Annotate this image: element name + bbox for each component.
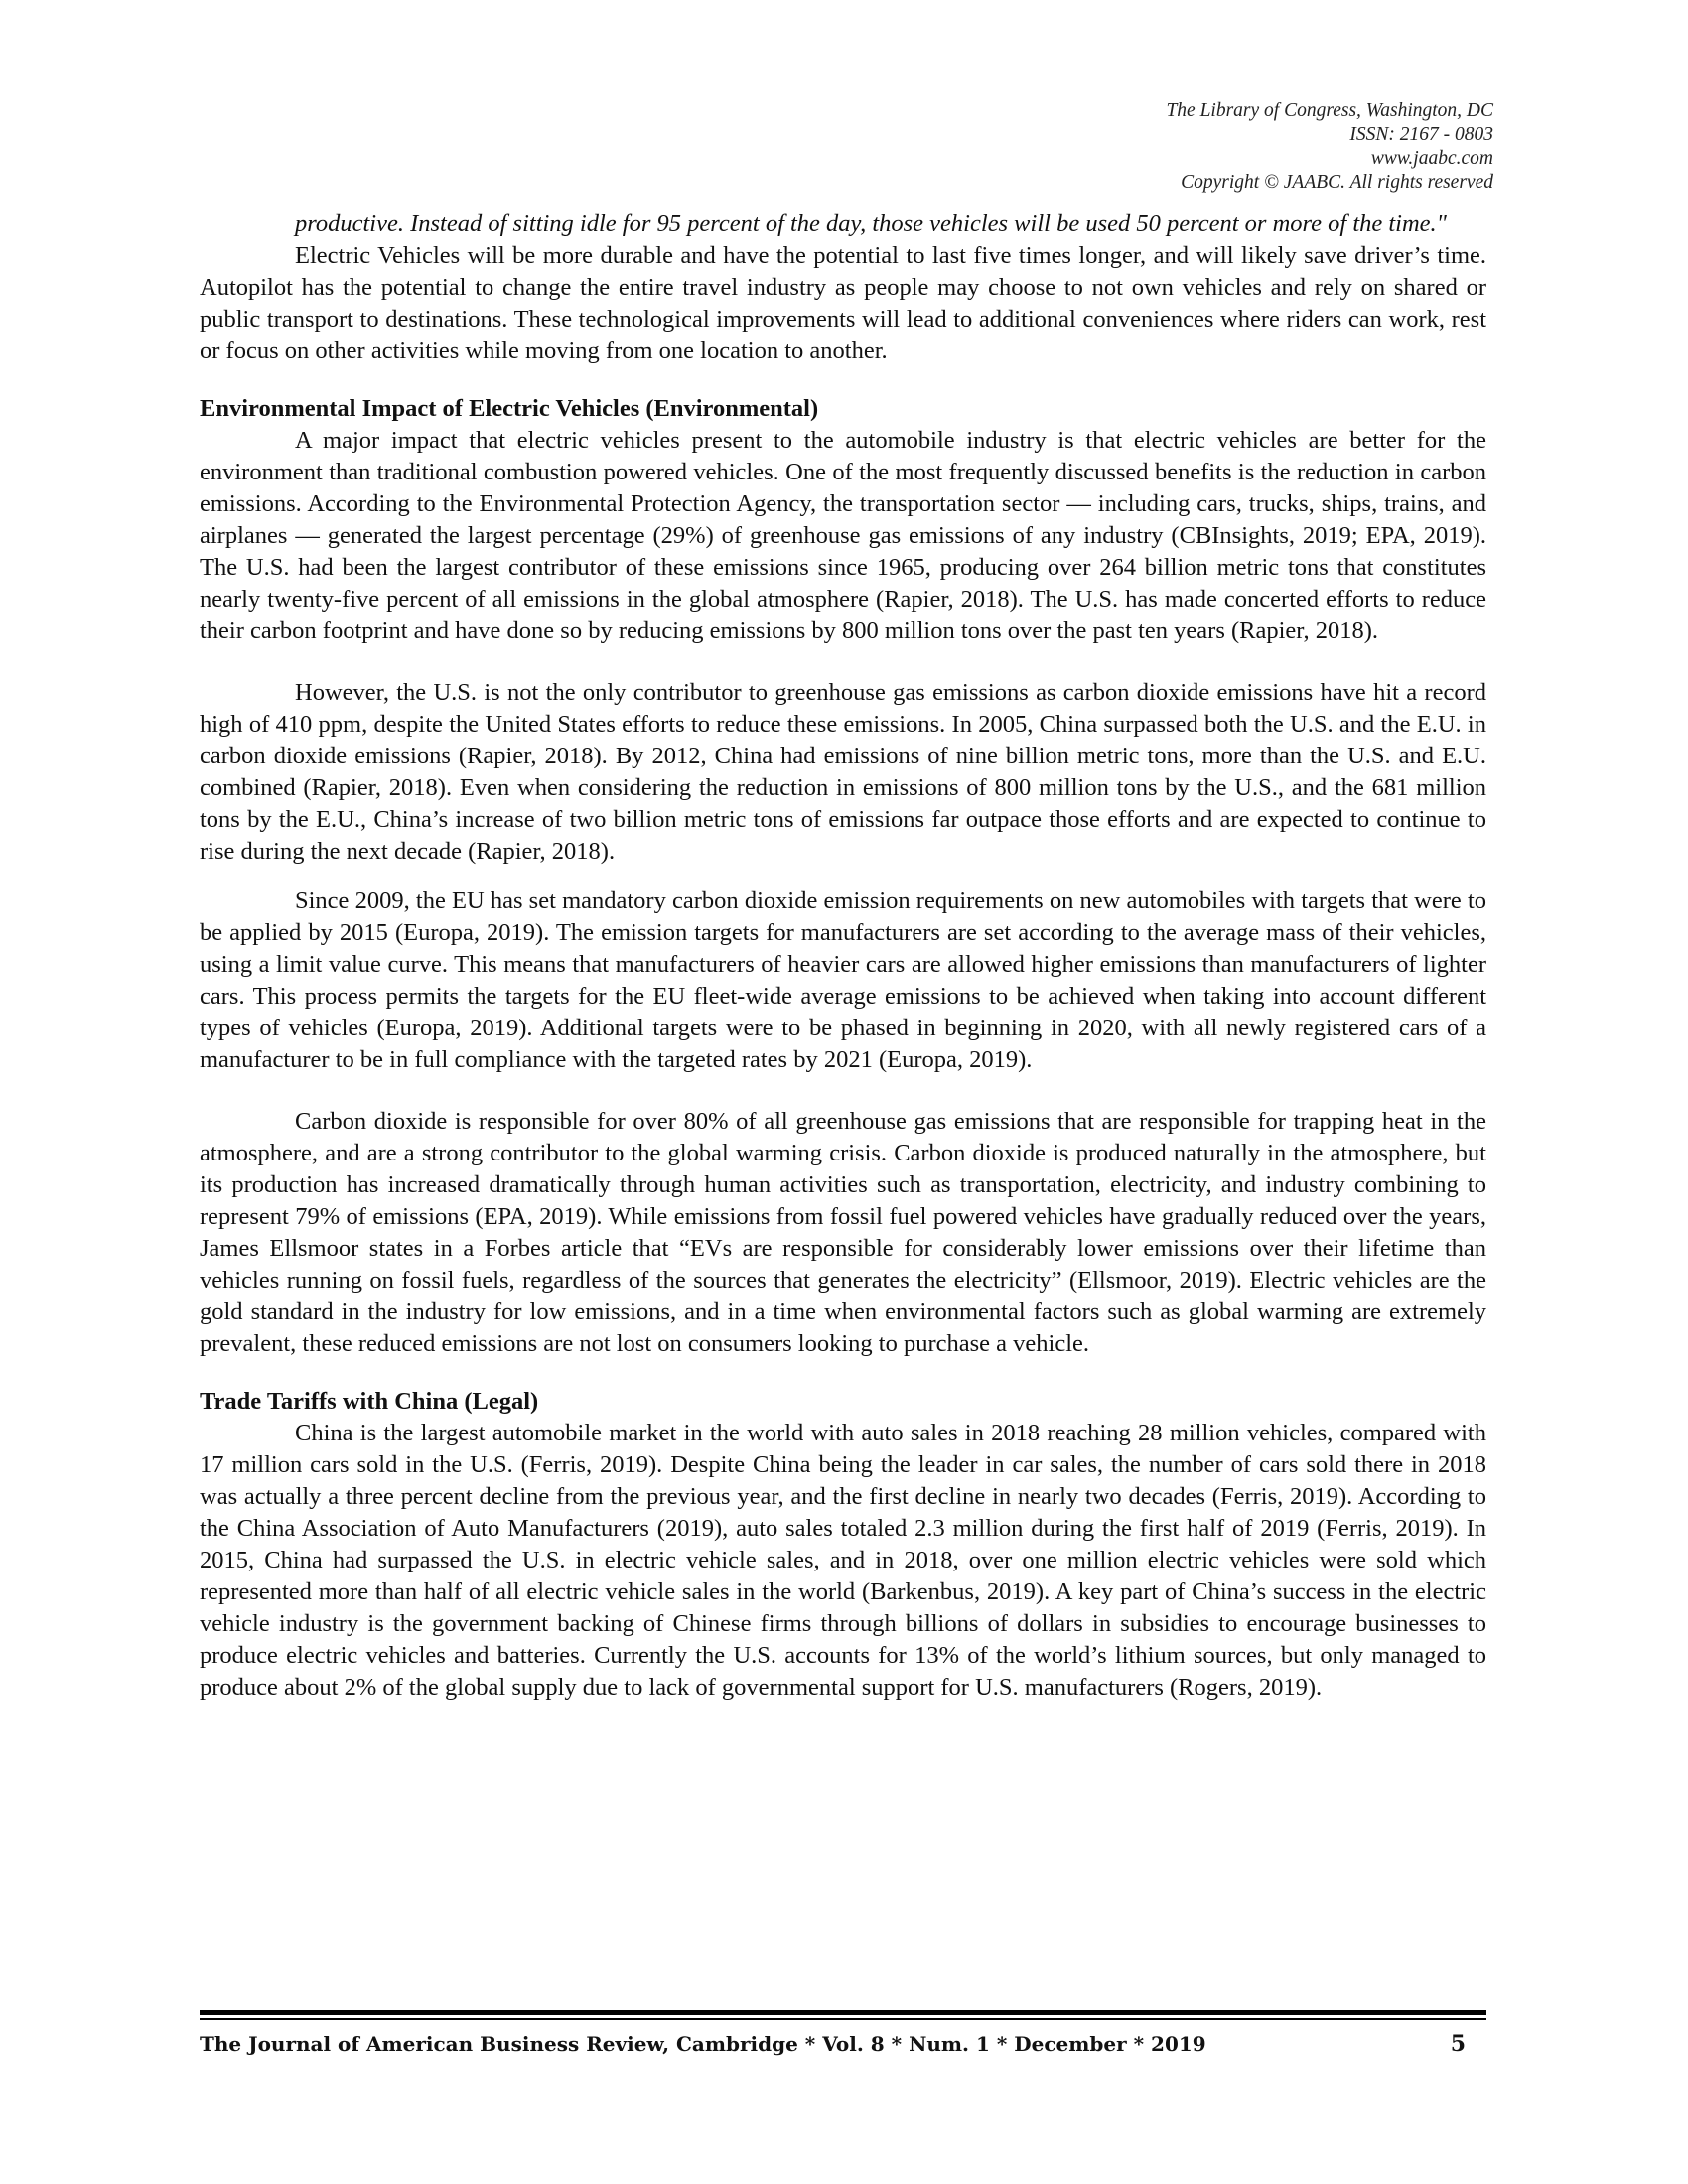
paragraph-eu-targets: Since 2009, the EU has set mandatory carbon dioxide emission requirements on new automobiles with targets that were to be applied by 2015 (Europa, 2019). The emission targets for manufacturers are set according to the average mass of their vehicles, using a limit value curve. This means that manufacturers of heavier cars are allowed higher emissions than manufacturers of lighter cars. This process permits the targets for the EU fleet-wide average emissions to be achieved when taking into account different types of vehicles (Europa, 2019). Additional targets were to be phased in beginning in 2020, with all newly registered cars of a manufacturer to be in full compliance with the targeted rates by 2021 (Europa, 2019). [200,887,1486,1073]
paragraph-carbon-dioxide: Carbon dioxide is responsible for over 80% of all greenhouse gas emissions that are responsible for trapping heat in the atmosphere, and are a strong contributor to the global warming crisis. Carbon dioxide is produced naturally in the atmosphere, but its production has increased dramatically through human activities such as transportation, electricity, and industry combining to represent 79% of emissions (EPA, 2019). While emissions from fossil fuel powered vehicles have gradually reduced over the years, James Ellsmoor states in a Forbes article that “EVs are responsible for considerably lower emissions over their lifetime than vehicles running on fossil fuels, regardless of the sources that generates the electricity” (Ellsmoor, 2019). Electric vehicles are the gold standard in the industry for low emissions, and in a time when environmental factors such as global warming are extremely prevalent, these reduced emissions are not lost on consumers looking to purchase a vehicle. [200,1108,1486,1357]
header-website: www.jaabc.com [1370,148,1493,169]
paragraph-china-market: China is the largest automobile market in the world with auto sales in 2018 reaching 28 million vehicles, compared with 17 million cars sold in the U.S. (Ferris, 2019). Despite China being the leader in car sales, the number of cars sold there in 2018 was actually a three percent decline from the previous year, and the first decline in nearly two decades (Ferris, 2019). According to the China Association of Auto Manufacturers (2019), auto sales totaled 2.3 million during the first half of 2019 (Ferris, 2019). In 2015, China had surpassed the U.S. in electric vehicle sales, and in 2018, over one million electric vehicles were sold which represented more than half of all electric vehicle sales in the world (Barkenbus, 2019). A key part of China’s success in the electric vehicle industry is the government backing of Chinese firms through billions of dollars in subsidies to encourage businesses to produce electric vehicles and batteries. Currently the U.S. accounts for 13% of the world’s lithium sources, but only managed to produce about 2% of the global supply due to lack of governmental support for U.S. manufacturers (Rogers, 2019). [200,1420,1486,1701]
quote-continuation: productive. Instead of sitting idle for 95 percent of the day, those vehicles will be used 50 percent or more of the time." [295,210,1447,237]
footer-journal-citation: The Journal of American Business Review, Cambridge * Vol. 8 * Num. 1 * December * 2019 [200,2032,1206,2056]
article-body [200,208,1486,1704]
page-number: 5 [1450,2031,1466,2057]
paragraph-durability: Electric Vehicles will be more durable and have the potential to last five times longer, and will likely save driver’s time. Autopilot has the potential to change the entire travel industry as people may choose to not own vehicles and rely on shared or public transport to destinations. These technological improvements will lead to additional conveniences where riders can work, rest or focus on other activities while moving from one location to another. [200,242,1486,364]
section-heading-trade-tariffs: Trade Tariffs with China (Legal) [200,1388,539,1415]
footer-rule [200,2010,1486,2015]
header-library: The Library of Congress, Washington, DC [1166,100,1493,121]
paragraph-china-emissions: However, the U.S. is not the only contributor to greenhouse gas emissions as carbon dioxide emissions have hit a record high of 410 ppm, despite the United States efforts to reduce these emissions. In 2005, China surpassed both the U.S. and the E.U. in carbon dioxide emissions (Rapier, 2018). By 2012, China had emissions of nine billion metric tons, more than the U.S. and E.U. combined (Rapier, 2018). Even when considering the reduction in emissions of 800 million tons by the U.S., and the 681 million tons by the E.U., China’s increase of two billion metric tons of emissions far outpace those efforts and are expected to continue to rise during the next decade (Rapier, 2018). [200,679,1486,865]
paragraph-emissions: A major impact that electric vehicles present to the automobile industry is that electric vehicles are better for the environment than traditional combustion powered vehicles. One of the most frequently discussed benefits is the reduction in carbon emissions. According to the Environmental Protection Agency, the transportation sector — including cars, trucks, ships, trains, and airplanes — generated the largest percentage (29%) of greenhouse gas emissions of any industry (CBInsights, 2019; EPA, 2019). The U.S. had been the largest contributor of these emissions since 1965, producing over 264 billion metric tons that constitutes nearly twenty-five percent of all emissions in the global atmosphere (Rapier, 2018). The U.S. has made concerted efforts to reduce their carbon footprint and have done so by reducing emissions by 800 million tons over the past ten years (Rapier, 2018). [200,427,1486,644]
section-heading-environmental: Environmental Impact of Electric Vehicles (Environmental) [200,395,819,422]
header-copyright: Copyright © JAABC. All rights reserved [1181,172,1493,193]
footer-rule-secondary [200,2018,1486,2020]
running-header [1166,99,1493,195]
header-issn: ISSN: 2167 - 0803 [1349,124,1493,145]
